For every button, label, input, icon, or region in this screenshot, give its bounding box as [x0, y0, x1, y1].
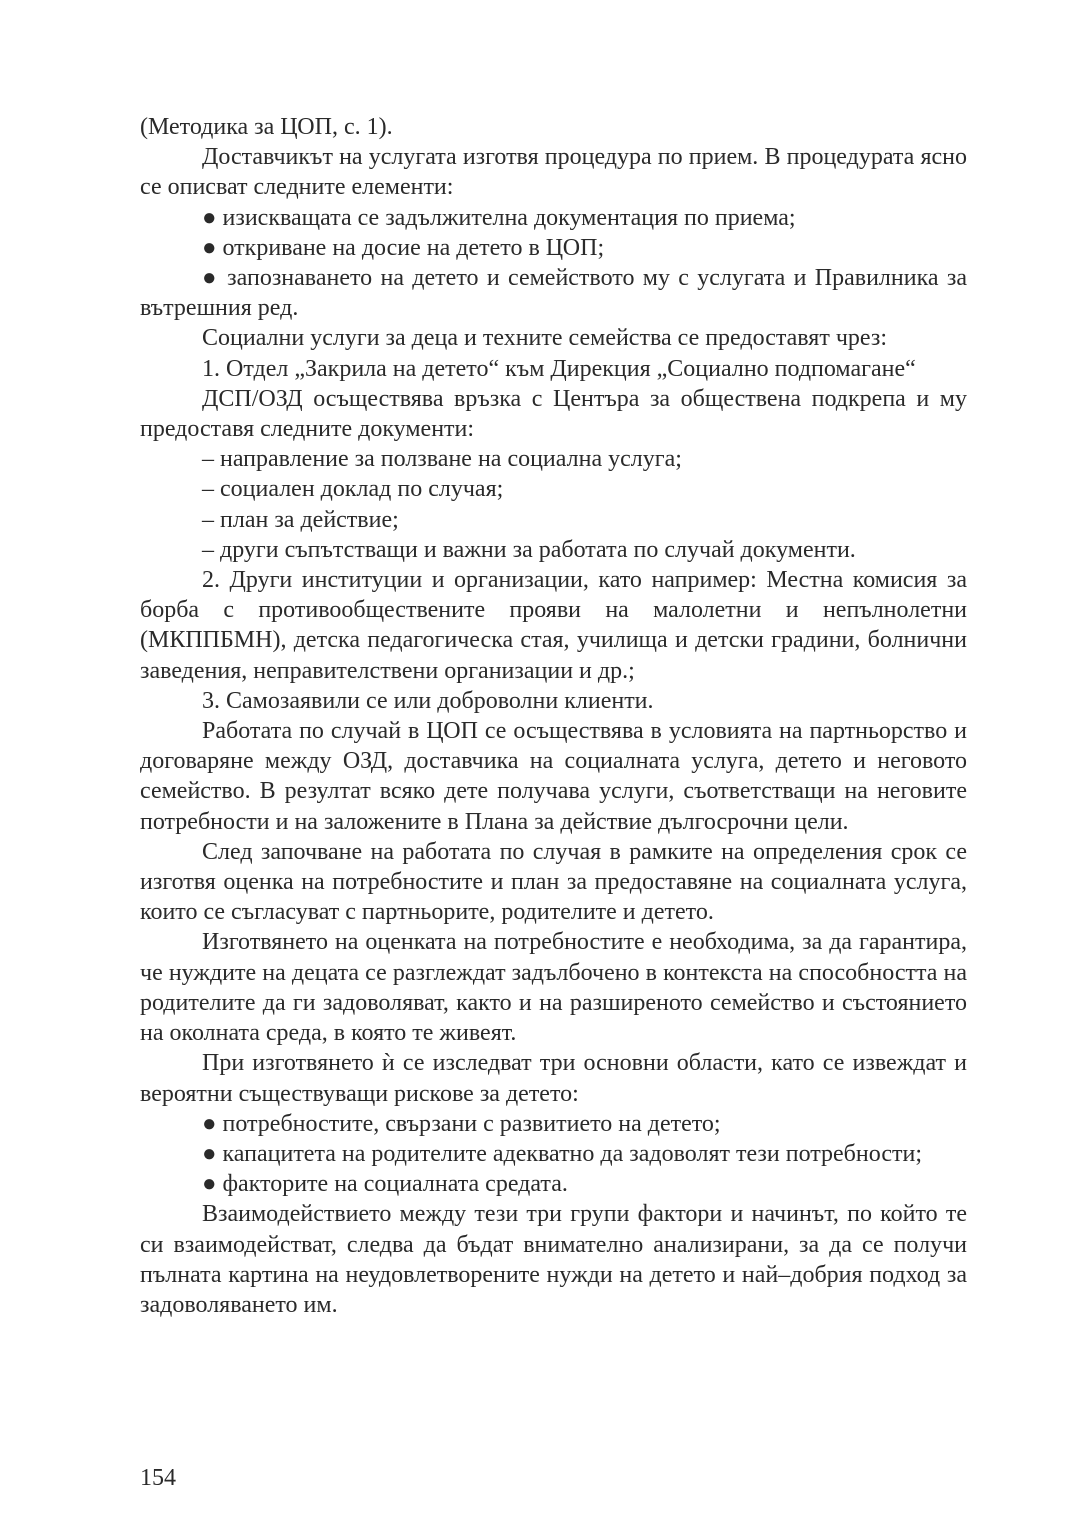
- list-item: ● откриване на досие на детето в ЦОП;: [202, 234, 605, 261]
- paragraph: Взаимодействието между тези три групи фактори и начинът, по който те си взаимодействат, следва да бъдат внимателно анализирани, за да се получи пълната картина на неудовлетворените нужди на детето и най–добрия подход за задоволяването им.: [140, 1201, 967, 1318]
- list-item: ● потребностите, свързани с развитието на детето;: [202, 1110, 721, 1137]
- list-item: ● запознаването на детето и семейството му с услугата и Правилника за вътрешния ред.: [140, 265, 967, 322]
- paragraph: След започване на работата по случая в рамките на определения срок се изготвя оценка на потребностите и план за предоставяне на социалната услуга, които се съгласуват с партньорите, родителите и детето.: [140, 838, 967, 926]
- page-number: 154: [140, 1465, 176, 1491]
- list-item: ● капацитета на родителите адекватно да задоволят тези потребности;: [202, 1140, 922, 1167]
- list-item: 1. Отдел „Закрила на детето“ към Дирекция „Социално подпомагане“: [202, 355, 916, 382]
- list-item: – план за действие;: [202, 506, 399, 533]
- paragraph: Работата по случай в ЦОП се осъществява в условията на партньорство и договаряне между ОЗД, доставчика на социалната услуга, детето и неговото семейство. В резултат всяко дете получава услуги, съответстващи на неговите потребности и на заложените в Плана за действие дългосрочни цели.: [140, 718, 967, 835]
- list-item: 2. Други институции и организации, като например: Местна комисия за борба с противообществените прояви на малолетни и непълнолетни (МКППБМН), детска педагогическа стая, училища и детски градини, болнични заведения, неправителствени организации и др.;: [140, 567, 967, 684]
- paragraph: Социални услуги за деца и техните семейства се предоставят чрез:: [202, 325, 887, 352]
- list-item: ● факторите на социалната средата.: [202, 1171, 568, 1198]
- paragraph: При изготвянето ѝ се изследват три основни области, като се извеждат и вероятни съществуващи рискове за детето:: [140, 1050, 967, 1107]
- paragraph: (Методика за ЦОП, с. 1).: [140, 114, 393, 140]
- list-item: ● изискващата се задължителна документация по приема;: [202, 204, 796, 231]
- paragraph: Изготвянето на оценката на потребностите е необходима, за да гарантира, че нуждите на децата се разглеждат задълбочено в контекста на способността на родителите да ги задоволяват, както и на разширеното семейство и състоянието на околната среда, в която те живеят.: [140, 929, 967, 1047]
- list-item: – направление за ползване на социална услуга;: [202, 446, 682, 473]
- list-item: – други съпътстващи и важни за работата по случай документи.: [202, 536, 856, 563]
- paragraph: Доставчикът на услугата изготвя процедура по прием. В процедурата ясно се описват следните елементи:: [140, 144, 967, 201]
- list-item: 3. Самозаявили се или доброволни клиенти.: [202, 687, 654, 714]
- list-item: – социален доклад по случая;: [202, 476, 504, 503]
- page-body: [140, 112, 967, 1320]
- paragraph: ДСП/ОЗД осъществява връзка с Центъра за обществена подкрепа и му предоставя следните документи:: [140, 385, 967, 443]
